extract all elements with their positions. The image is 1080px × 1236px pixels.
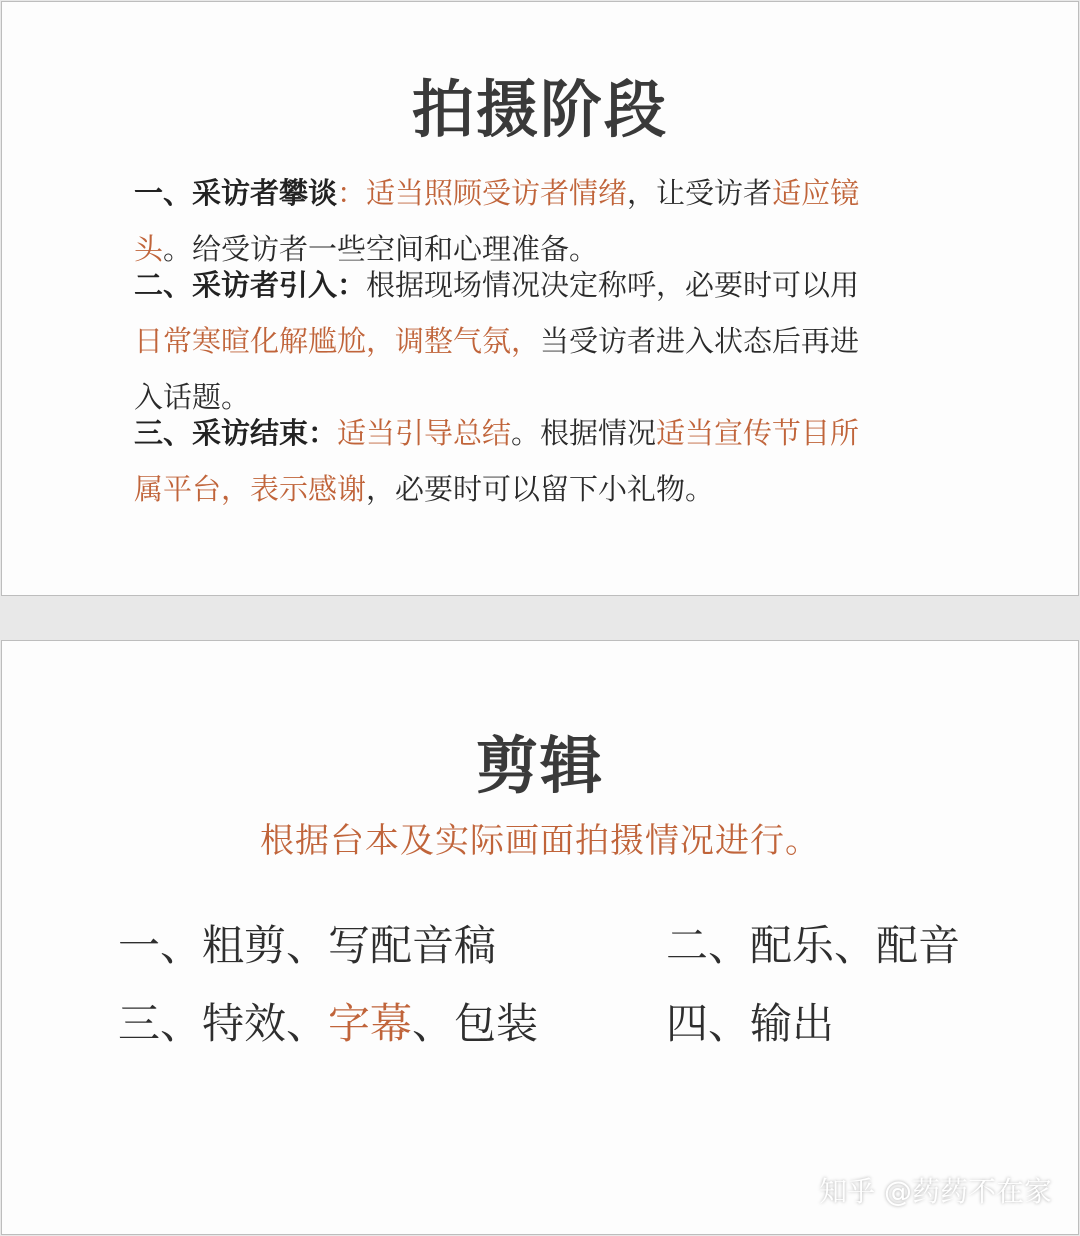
highlight-text: 日常寒暄化解尴尬，调整气氛， [134,324,541,358]
paragraph-line [134,320,934,376]
highlight-text: 适当引导总结 [337,416,512,450]
paragraph-line [134,376,934,412]
editing-step-3 [118,991,538,1051]
shooting-stage-body [134,172,934,524]
plain-text: ，让受访者 [627,176,773,210]
paragraph-line [134,468,934,524]
plain-text: 当受访者进入状态后再进 [540,324,860,358]
step-heading: 三、采访结束： [134,416,338,450]
paragraph-line [134,172,934,228]
plain-text: 三、特效、 [118,999,329,1048]
shooting-stage-card [1,1,1079,596]
step-heading: 一、采访者攀谈 [134,176,338,210]
editing-subtitle: 根据台本及实际画面拍摄情况进行。 [260,821,820,861]
step-heading: 二、采访者引入： [134,268,367,302]
paragraph-line [134,228,934,264]
plain-text: ，必要时可以留下小礼物。 [366,472,715,506]
plain-text: 、包装 [412,999,539,1048]
highlight-text: 适当照顾受访者情绪 [366,176,628,210]
editing-step-1: 一、粗剪、写配音稿 [118,921,497,970]
paragraph-line [134,412,934,468]
highlight-text: 头 [134,232,164,266]
plain-text: 。根据情况 [511,416,657,450]
plain-text: 。给受访者一些空间和心理准备。 [163,232,599,266]
plain-text: 根据现场情况决定称呼，必要时可以用 [366,268,860,302]
editing-title: 剪辑 [475,729,604,802]
colon: ： [337,176,367,210]
highlight-text: 字幕 [328,999,413,1048]
editing-step-4: 四、输出 [666,999,835,1048]
paragraph-line [134,264,934,320]
plain-text: 入话题。 [134,380,251,414]
shooting-stage-title: 拍摄阶段 [411,73,668,146]
highlight-text: 适当宣传节目所 [656,416,860,450]
watermark: 知乎 @药药不在家 [819,1175,1052,1208]
highlight-text: 属平台，表示感谢 [134,472,367,506]
editing-step-2: 二、配乐、配音 [666,921,961,970]
editing-card [1,640,1079,1235]
highlight-text: 适应镜 [772,176,860,210]
